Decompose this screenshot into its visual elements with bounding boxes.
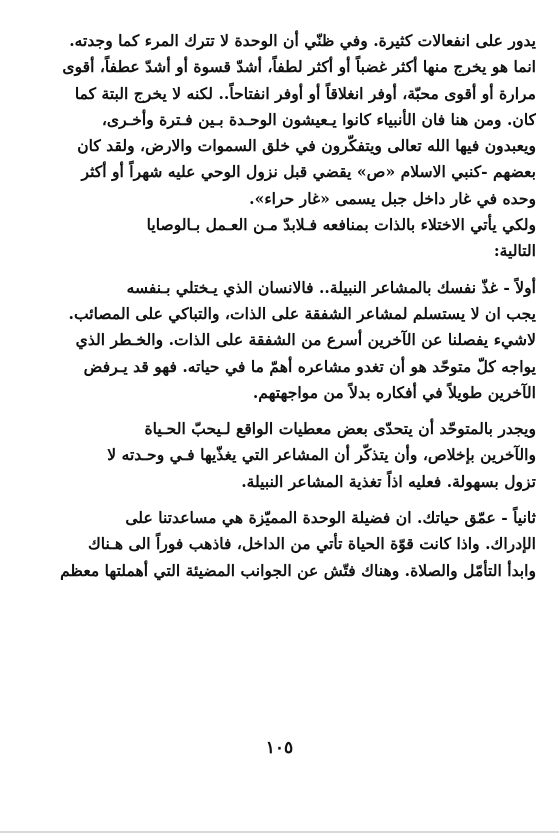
text-line: تزول بسهولة. فعليه اذاً تغذية المشاعر النبيلة. [241,471,536,491]
text-line: وابدأ التأمّل والصلاة. وهناك فتّش عن الجوانب المضيئة التي أهملتها معظم [60,560,536,580]
paragraph-gap [22,406,536,416]
text-line: لاشيء يفصلنا عن الآخرين أسرع من الشفقة على الذات. والخـطر الذي [75,330,536,350]
text-line: ويجدر بالمتوحّد أن يتحدّى بعض معطيات الواقع لـيحبّ الحـياة [144,419,536,439]
text-line: يواجه كلّ متوحّد هو أن تغدو مشاعره أهمّ ما في حياته. فهو قد يـرفض [83,356,536,376]
paragraph-gap [22,265,536,275]
paragraph-1 [22,28,536,212]
text-line: مرارة أو أقوى محبّة، أوفر انغلاقاً أو أوفر انفتاحاً.. لكنه لا يخرج البتة كما [74,83,536,103]
text-line: انما هو يخرج منها أكثر غضباً أو أكثر لطفاً، أشدّ قسوة أو أشدّ عطفاً، أقوى [62,57,536,77]
text-line: والآخرين بإخلاص، وأن يتذكّر أن المشاعر التي يغذّيها فـي وحـدته لا [107,445,536,465]
paragraph-3 [22,275,536,406]
page-number: ١٠٥ [265,738,294,758]
text-line: الآخرين طويلاً في أفكاره بدلاً من مواجهتهم. [252,382,536,402]
paragraph-4 [22,416,536,495]
text-line: ولكي يأتي الاختلاء بالذات بمنافعه فـلابدّ مـن العـمل بـالوصايا [146,215,536,235]
text-line: أولاً - غذّ نفسك بالمشاعر النبيلة.. فالانسان الذي يـختلي بـنفسه [126,277,536,297]
paragraph-5 [22,505,536,584]
text-line: يجب ان لا يستسلم لمشاعر الشفقة على الذات، والتباكي على المصائب. [68,303,536,323]
paragraph-gap [22,495,536,505]
body-text [22,28,536,584]
text-line: بعضهم -كنبي الاسلام «ص» يقضي قبل نزول الوحي عليه شهراً أو أكثر [81,162,536,182]
text-line: التالية: [493,241,536,261]
paragraph-2 [22,212,536,265]
text-line: كان. ومن هنا فان الأنبياء كانوا يـعيشون الوحـدة بـين فـترة وأخـرى، [101,109,536,129]
text-line: ثانياً - عمّق حياتك. ان فضيلة الوحدة المميّزة هي مساعدتنا على [125,508,536,528]
text-line: ويعبدون فيها الله تعالى ويتفكّرون في خلق السموات والارض، ولقد كان [77,136,536,156]
text-line: الإدراك. واذا كانت قوّة الحياة تأتي من الداخل، فاذهب فوراً الى هـناك [87,534,536,554]
text-line: وحده في غار داخل جبل يسمى «غار حراء». [249,188,536,208]
text-line: يدور على انفعالات كثيرة. وفي ظنّي أن الوحدة لا تترك المرء كما وجدته. [69,31,536,50]
